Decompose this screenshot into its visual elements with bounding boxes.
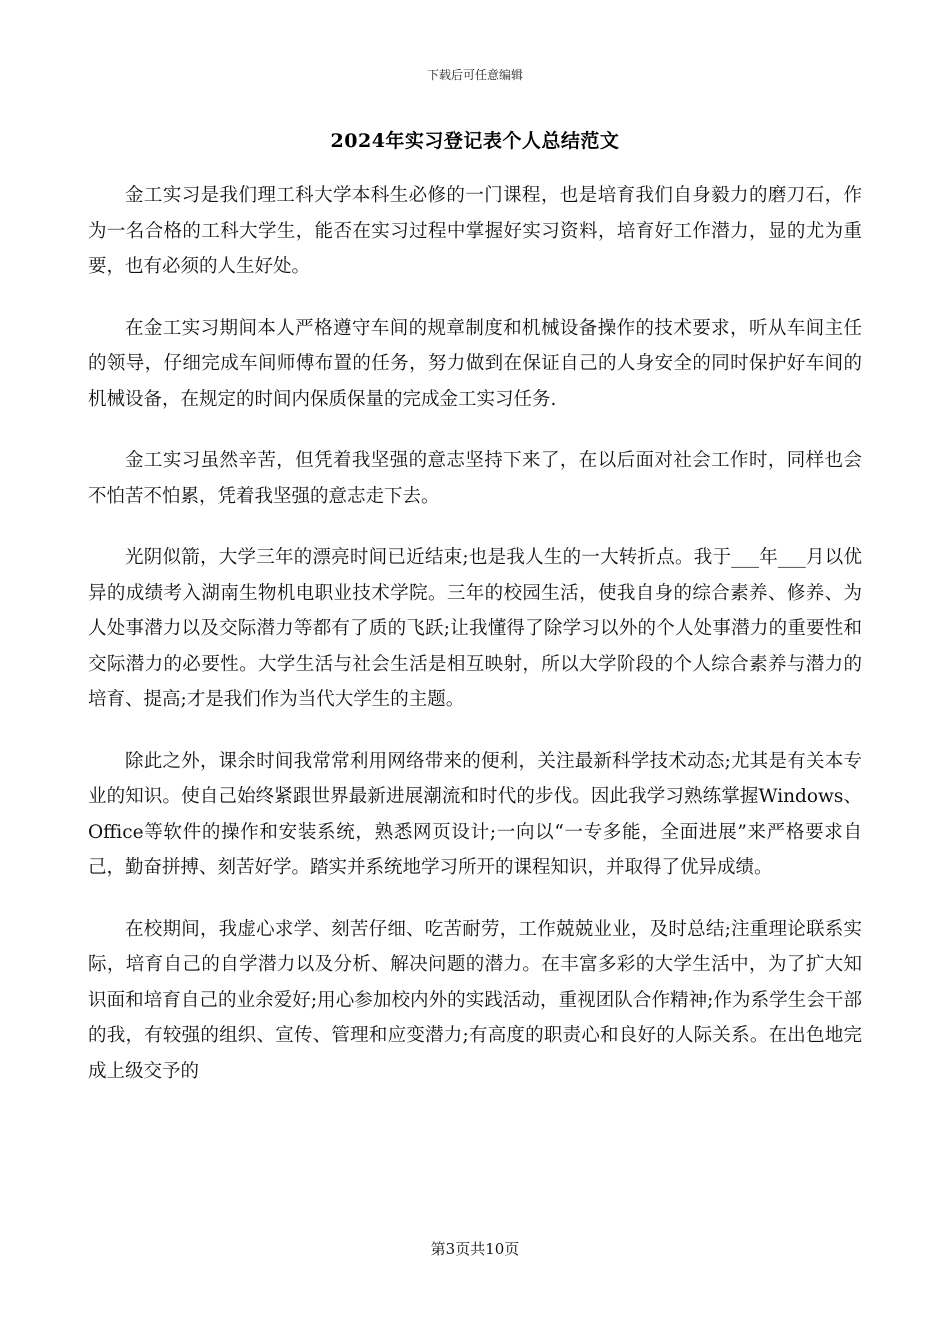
document-body bbox=[88, 178, 862, 1115]
paragraph: 光阴似箭，大学三年的漂亮时间已近结束;也是我人生的一大转折点。我于___年___月以优异的成绩考入湖南生物机电职业技术学院。三年的校园生活，使我自身的综合素养、修养、为人处事潜力以及交际潜力等都有了质的飞跃;让我懂得了除学习以外的个人处事潜力的重要性和交际潜力的必要性。大学生活与社会生活是相互映射，所以大学阶段的个人综合素养与潜力的培育、提高;才是我们作为当代大学生的主题。 bbox=[88, 547, 862, 710]
paragraph: 在金工实习期间本人严格遵守车间的规章制度和机械设备操作的技术要求，听从车间主任的领导，仔细完成车间师傅布置的任务，努力做到在保证自己的人身安全的同时保护好车间的机械设备，在规定的时间内保质保量的完成金工实习任务. bbox=[88, 317, 862, 410]
paragraph: 金工实习是我们理工科大学本科生必修的一门课程，也是培育我们自身毅力的磨刀石，作为一名合格的工科大学生，能否在实习过程中掌握好实习资料，培育好工作潜力，显的尤为重要，也有必须的人生好处。 bbox=[88, 185, 862, 277]
paragraph: 除此之外，课余时间我常常利用网络带来的便利，关注最新科学技术动态;尤其是有关本专业的知识。使自己始终紧跟世界最新进展潮流和时代的步伐。因此我学习熟练掌握Windows、Office等软件的操作和安装系统，熟悉网页设计;一向以“一专多能，全面进展”来严格要求自己，勤奋拼搏、刻苦好学。踏实并系统地学习所开的课程知识，并取得了优异成绩。 bbox=[88, 750, 862, 878]
document-title: 2024年实习登记表个人总结范文 bbox=[330, 130, 620, 152]
paragraph: 在校期间，我虚心求学、刻苦仔细、吃苦耐劳，工作兢兢业业，及时总结;注重理论联系实际，培育自己的自学潜力以及分析、解决问题的潜力。在丰富多彩的大学生活中，为了扩大知识面和培育自己的业余爱好;用心参加校内外的实践活动，重视团队合作精神;作为系学生会干部的我，有较强的组织、宣传、管理和应变潜力;有高度的职责心和良好的人际关系。在出色地完成上级交予的 bbox=[88, 918, 862, 1082]
header-note: 下载后可任意编辑 bbox=[426, 68, 523, 82]
paragraph: 金工实习虽然辛苦，但凭着我坚强的意志坚持下来了，在以后面对社会工作时，同样也会不怕苦不怕累，凭着我坚强的意志走下去。 bbox=[88, 450, 862, 507]
page-number-footer: 第3页共10页 bbox=[430, 1240, 520, 1258]
